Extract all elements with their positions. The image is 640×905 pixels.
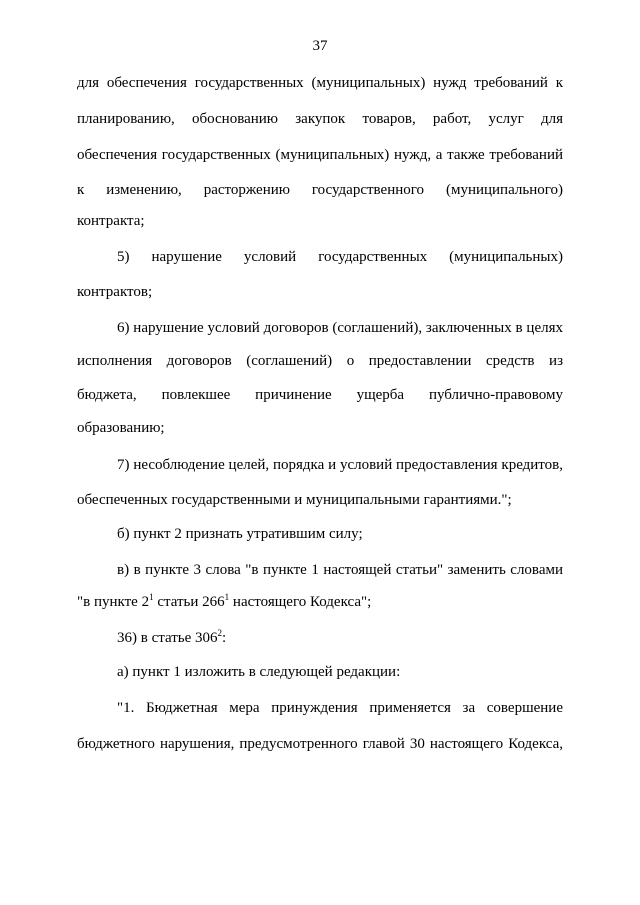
text-fragment: статьи 266 <box>153 594 225 610</box>
list-item-5: 5) нарушение условий государственных (муниципальных) <box>117 249 563 265</box>
item-36 <box>117 629 226 647</box>
item-a: а) пункт 1 изложить в следующей редакции: <box>117 664 401 680</box>
text-line-13: обеспеченных государственными и муниципальными гарантиями."; <box>77 492 512 508</box>
list-item-7: 7) несоблюдение целей, порядка и условий предоставления кредитов, <box>117 457 563 473</box>
text-line-16 <box>77 593 563 611</box>
item-v: в) в пункте 3 слова "в пункте 1 настоящей статьи" заменить словами <box>117 562 563 578</box>
text-line-2: планированию, обоснованию закупок товаров, работ, услуг для <box>77 111 563 127</box>
superscript: 2 <box>217 628 223 638</box>
superscript: 1 <box>224 592 230 602</box>
text-line-1: для обеспечения государственных (муниципальных) нужд требований к <box>77 75 563 91</box>
text-line-4: к изменению, расторжению государственного (муниципального) <box>77 182 563 198</box>
text-line-20: бюджетного нарушения, предусмотренного главой 30 настоящего Кодекса, <box>77 736 563 752</box>
superscript: 1 <box>149 592 154 602</box>
list-item-6: 6) нарушение условий договоров (соглашений), заключенных в целях <box>117 320 563 336</box>
quote-paragraph-start: "1. Бюджетная мера принуждения применяется за совершение <box>117 700 563 716</box>
text-fragment: 36) в статье 306 <box>117 630 218 646</box>
text-fragment: "в пункте 2 <box>77 594 150 610</box>
text-line-3: обеспечения государственных (муниципальных) нужд, а также требований <box>77 147 563 163</box>
text-line-7: контрактов; <box>77 284 153 300</box>
item-b: б) пункт 2 признать утратившим силу; <box>117 526 363 542</box>
text-line-9: исполнения договоров (соглашений) о предоставлении средств из <box>77 353 563 369</box>
text-line-11: образованию; <box>77 420 165 436</box>
text-line-10: бюджета, повлекшее причинение ущерба публично-правовому <box>77 387 563 403</box>
text-line-5: контракта; <box>77 213 145 229</box>
text-fragment: : <box>222 630 227 646</box>
page-number: 37 <box>312 38 328 54</box>
text-fragment: настоящего Кодекса"; <box>229 594 372 610</box>
